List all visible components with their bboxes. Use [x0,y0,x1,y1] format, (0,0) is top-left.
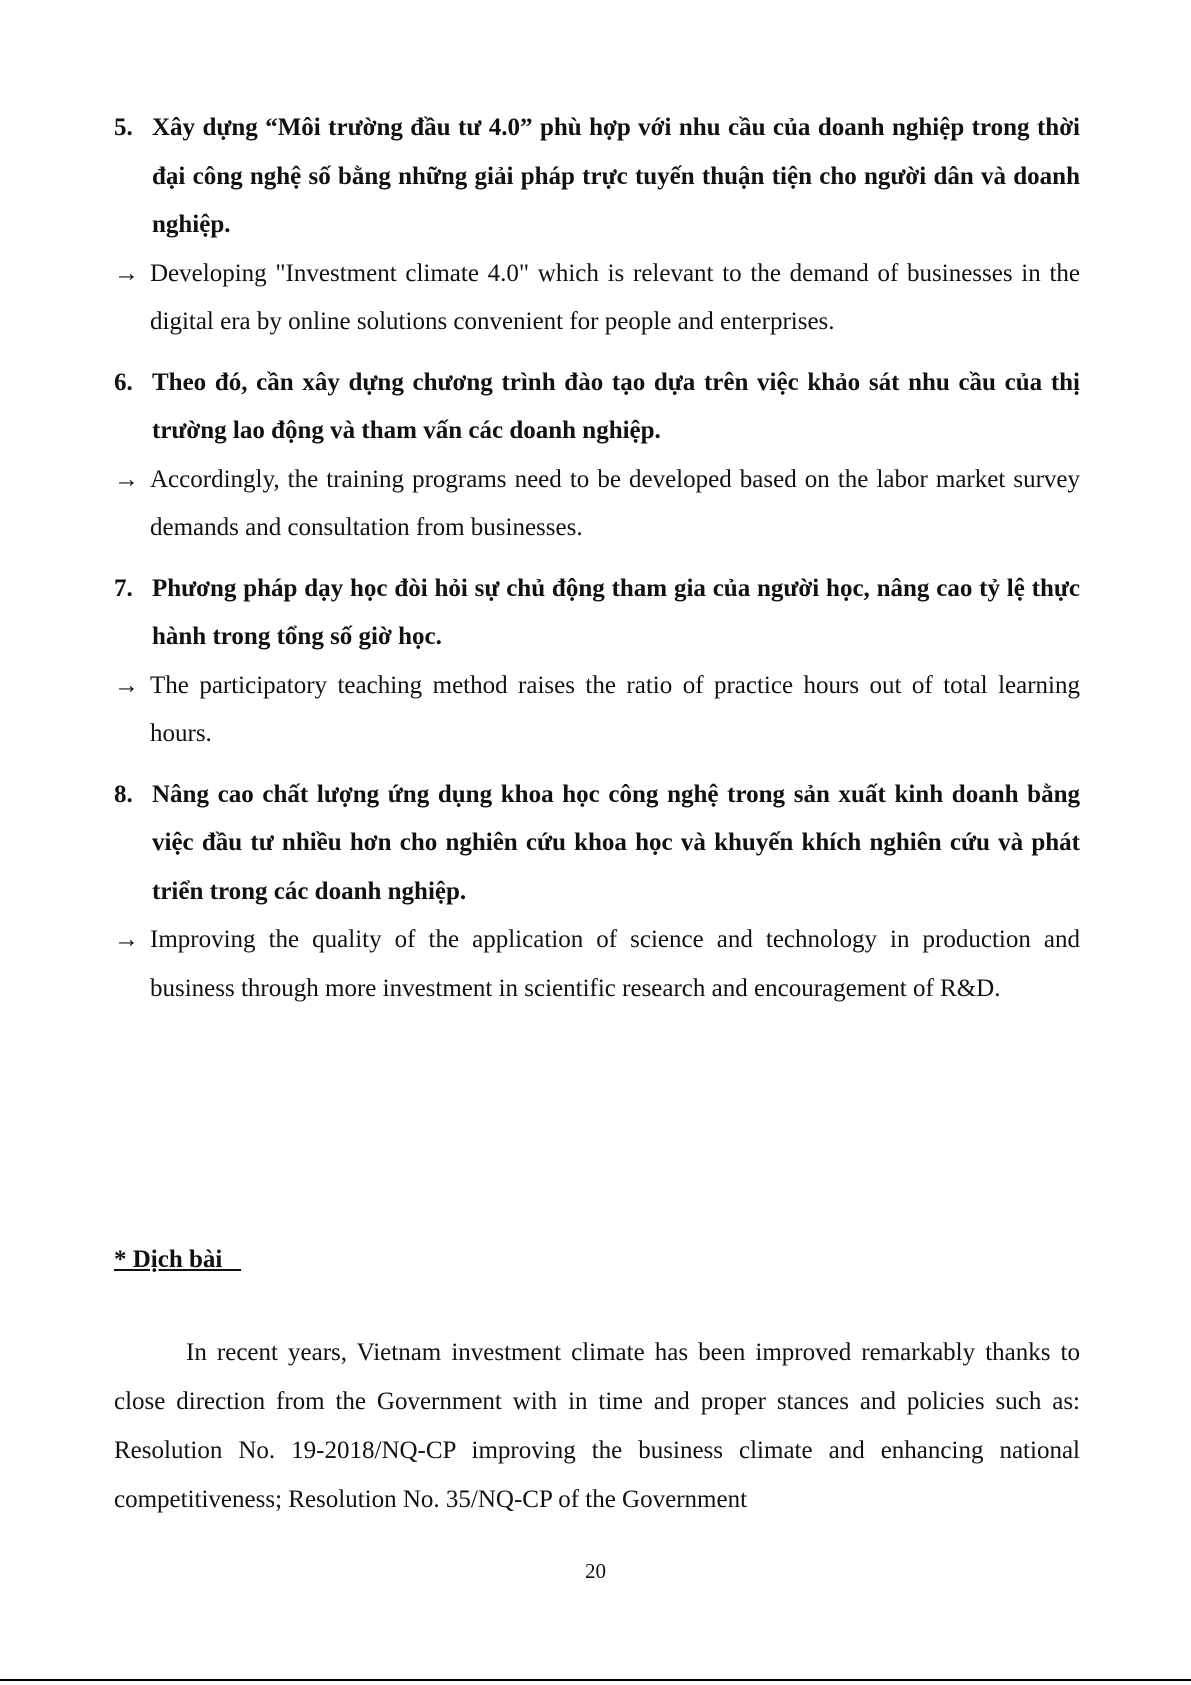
footer-divider [0,1679,1191,1681]
list-item [114,771,1080,1014]
right-arrow-icon: → [114,671,139,699]
item-vietnamese-sentence: Nâng cao chất lượng ứng dụng khoa học công nghệ trong sản xuất kinh doanh bằng việc đầu tư nhiều hơn cho nghiên cứu khoa học và khuyến khích nghiên cứu và phát triển trong các doanh nghiệp. [152,780,1080,905]
section-heading: * Dịch bài [114,1246,242,1273]
list-item [114,565,1080,759]
item-english-sentence: Improving the quality of the application of science and technology in production and business through more investment in scientific research and encouragement of R&D. [150,926,1080,1002]
item-english-translation [114,662,1080,759]
item-english-translation [114,250,1080,347]
list-item [114,359,1080,553]
page-number: 20 [585,1559,606,1583]
item-english-sentence: Developing "Investment climate 4.0" which is relevant to the demand of businesses in the digital era by online solutions convenient for people and enterprises. [150,259,1080,335]
item-english-sentence: Accordingly, the training programs need to be developed based on the labor market survey demands and consultation from businesses. [150,465,1080,541]
item-english-translation [114,456,1080,553]
right-arrow-icon: → [114,259,139,287]
item-number: 6. [114,368,133,396]
item-vietnamese-sentence: Xây dựng “Môi trường đầu tư 4.0” phù hợp với nhu cầu của doanh nghiệp trong thời đại công nghệ số bằng những giải pháp trực tuyến thuận tiện cho người dân và doanh nghiệp. [152,114,1080,238]
right-arrow-icon: → [114,465,139,493]
list-item [114,104,1080,347]
item-english-translation [114,916,1080,1013]
item-number: 8. [114,780,133,808]
item-vietnamese-text [114,359,1080,456]
item-number: 7. [114,574,133,602]
item-vietnamese-text [114,565,1080,662]
right-arrow-icon: → [114,926,139,953]
body-paragraph: In recent years, Vietnam investment climate has been improved remarkably thanks to close direction from the Government with in time and proper stances and policies such as: Resolution No. 19-2018/NQ-CP improving the business climate and enhancing national competitiveness; Resolution No. 35/NQ-CP of the Government [114,1339,1080,1513]
item-vietnamese-text [114,104,1080,250]
item-vietnamese-sentence: Phương pháp dạy học đòi hỏi sự chủ động tham gia của người học, nâng cao tỷ lệ thực hành trong tổng số giờ học. [152,574,1080,650]
item-english-sentence: The participatory teaching method raises the ratio of practice hours out of total learning hours. [150,671,1080,747]
item-vietnamese-sentence: Theo đó, cần xây dựng chương trình đào tạo dựa trên việc khảo sát nhu cầu của thị trường lao động và tham vấn các doanh nghiệp. [152,368,1080,444]
item-number: 5. [114,114,133,141]
item-vietnamese-text [114,771,1080,917]
numbered-list [114,104,1080,1025]
